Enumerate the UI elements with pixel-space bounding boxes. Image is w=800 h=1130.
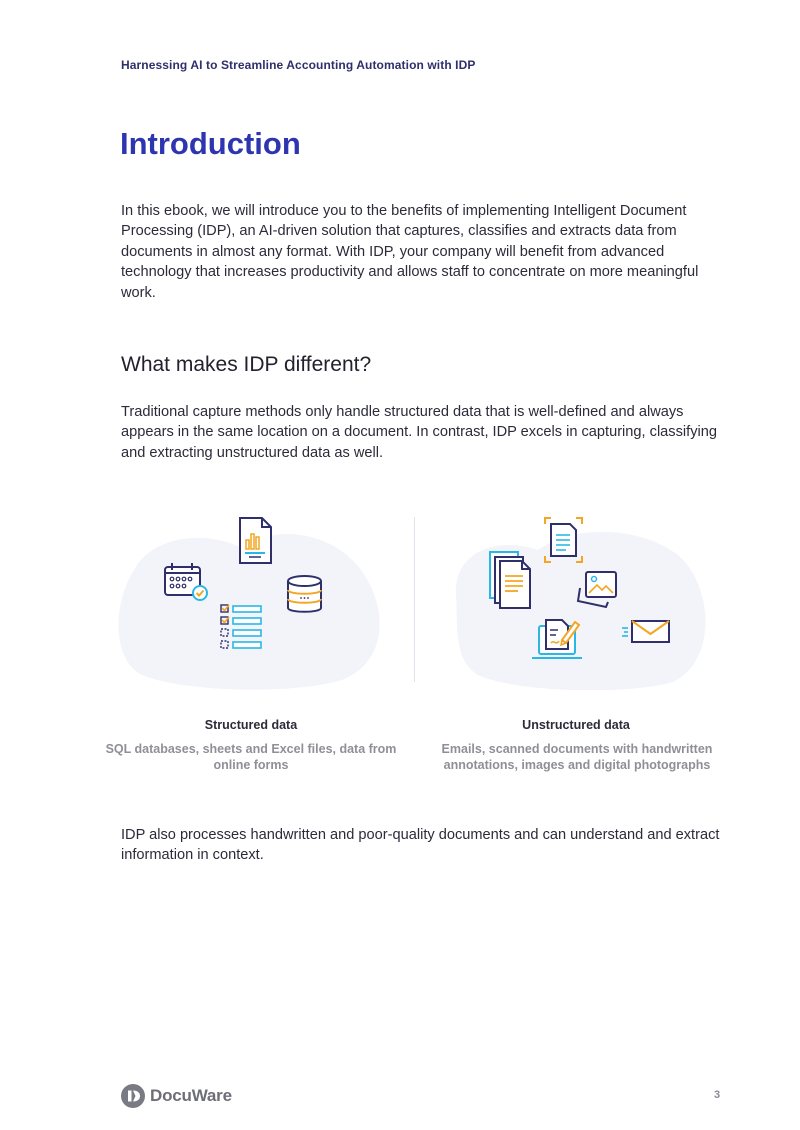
comparison-paragraph: Traditional capture methods only handle structured data that is well-defined and always appears in the same location on a document. In contrast, IDP excels in capturing, classifying and extracting unstructured data as well. (121, 404, 717, 461)
database-icon (288, 576, 321, 612)
handwriting-laptop-icon (532, 620, 582, 658)
page-title: Introduction (120, 126, 301, 161)
unstructured-data-title: Unstructured data (522, 718, 630, 732)
structured-data-description: SQL databases, sheets and Excel files, data from online forms (105, 742, 397, 772)
structured-data-illustration (112, 510, 390, 690)
docuware-logo (121, 1084, 232, 1108)
docuware-logo-text: DocuWare (150, 1086, 232, 1105)
chart-document-icon (240, 518, 271, 563)
closing-paragraph: IDP also processes handwritten and poor-quality documents and can understand and extract information in context. (121, 827, 720, 864)
illustration-divider (414, 517, 415, 682)
docuware-logo-mark-icon (121, 1084, 145, 1108)
scanned-document-icon (545, 518, 582, 562)
unstructured-data-description: Emails, scanned documents with handwritten annotations, images and digital photographs (441, 742, 713, 772)
calendar-icon (165, 563, 207, 600)
unstructured-data-illustration (438, 510, 716, 690)
running-header: Harnessing AI to Streamline Accounting Automation with IDP (121, 58, 476, 72)
section-subheading: What makes IDP different? (121, 353, 372, 376)
structured-data-title: Structured data (204, 718, 298, 732)
document-stack-icon (490, 552, 530, 608)
page-number: 3 (714, 1089, 721, 1101)
intro-paragraph: In this ebook, we will introduce you to the benefits of implementing Intelligent Document Processing (IDP), an AI-driven solution that captures, classifies and extracts data from documents in almost any format. With IDP, your company will benefit from advanced technology that increases productivity and allows staff to concentrate on more meaningful work. (121, 203, 699, 301)
